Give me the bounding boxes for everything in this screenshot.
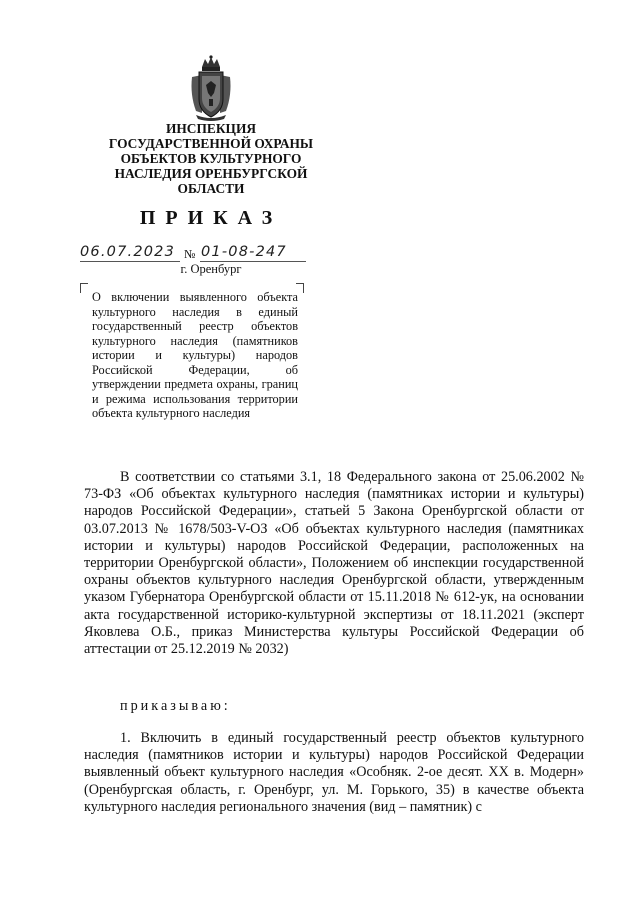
org-line: ИНСПЕКЦИЯ — [165, 121, 257, 136]
org-line: ОБЛАСТИ — [177, 181, 245, 196]
document-subject: О включении выявленного объекта культурного наследия в единый государственный реестр объектов культурного наследия (памятников истории и культуры) народов Российской Федерации, об утверждении предмета охраны, границ и режима использования территории объекта культурного наследия — [92, 290, 298, 420]
subject-bracket-left — [80, 283, 88, 293]
org-line: НАСЛЕДИЯ ОРЕНБУРГСКОЙ — [114, 166, 308, 181]
handwritten-date: 06.07.2023 — [80, 244, 176, 260]
coat-of-arms-icon — [188, 55, 234, 121]
org-line: ГОСУДАРСТВЕННОЙ ОХРАНЫ — [108, 136, 314, 151]
org-line: ОБЪЕКТОВ КУЛЬТУРНОГО — [120, 151, 302, 166]
handwritten-number: 01-08-247 — [201, 244, 287, 260]
preamble-paragraph: В соответствии со статьями 3.1, 18 Федерального закона от 25.06.2002 № 73-ФЗ «Об объектах культурного наследия (памятниках истории и культуры) народов Российской Федерации», статьей 5 Закона Оренбургской области от 03.07.2013 № 1678/503-V-ОЗ «Об объектах культурного наследия (памятниках истории и культуры) народов Российской Федерации, расположенных на территории Оренбургской области», Положением об инспекции государственной охраны объектов культурного наследия Оренбургской области, утвержденным указом Губернатора Оренбургской области от 15.11.2018 № 612-ук, на основании акта государственной историко-культурной экспертизы от 18.11.2021 (эксперт Яковлева О.Б., приказ Министерства культуры Российской Федерации об аттестации от 25.12.2019 № 2032) — [84, 469, 584, 658]
number-sign: № — [184, 247, 196, 261]
document-type: ПРИКАЗ — [139, 207, 283, 229]
order-item-1: 1. Включить в единый государственный реестр объектов культурного наследия (памятников истории и культуры) народов Российской Федерации выявленный объект культурного наследия «Особняк. 2-ое десят. XX в. Модерн» (Оренбургская область, г. Оренбург, ул. М. Горького, 35) в качестве объекта культурного наследия регионального значения (вид – памятник) с — [84, 730, 584, 815]
organization-name — [60, 121, 362, 196]
decree-word: приказываю: — [120, 698, 231, 714]
city: г. Оренбург — [180, 262, 242, 276]
